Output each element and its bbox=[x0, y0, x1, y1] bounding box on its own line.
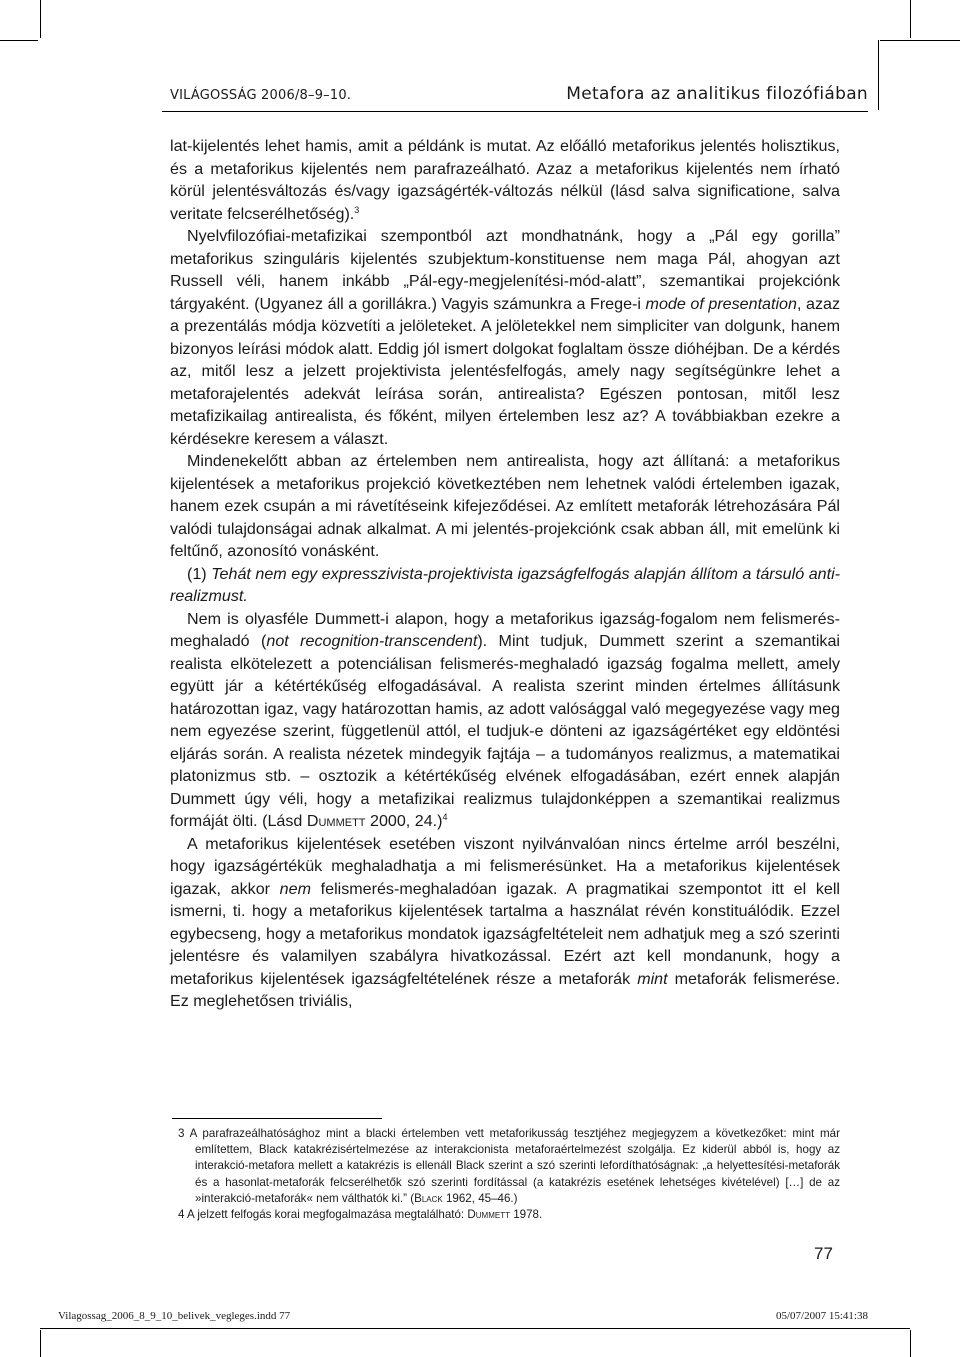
crop-mark bbox=[40, 1330, 41, 1357]
crop-mark bbox=[910, 0, 911, 38]
footnote-text: 1978. bbox=[509, 1208, 543, 1222]
footnote-text: A jelzett felfogás korai megfogalmazása megtalálható: bbox=[184, 1208, 468, 1222]
page-number: 77 bbox=[814, 1244, 833, 1263]
crop-mark bbox=[0, 40, 38, 41]
paragraph-text: ). Mint tudjuk, Dummett szerint a szemantikai realista elkötelezett a potenciálisan felismerés-meghaladó igazság fogalma mellett, amely együtt jár a kétértékűség elfogadásával. A realista szerint minden értelmes állításunk határozottan igaz, vagy határozottan hamis, az adott valósággal való megegyezése vagy meg nem egyezése szerint, függetlenül attól, el tudjuk-e dönteni az igazságértéket egy eldöntési eljárás során. A realista nézetek mindegyik fajtája – a tudományos realizmus, a matematikai platonizmus stb. – osztozik a kétértékűség elvének elfogadásában, ezért ennek alapján Dummett úgy véli, hogy a metafizikai realizmus tulajdonképpen a szemantikai realizmus formáját ölti. (Lásd bbox=[170, 632, 840, 830]
paragraph-text: Nem is olyasféle Dummett-i alapon, hogy a metaforikus igazság-fogalom nem felismerés-meghaladó ( bbox=[170, 609, 840, 650]
paragraph bbox=[170, 225, 840, 450]
emphasis-text: mint bbox=[637, 969, 668, 988]
footnote-3 bbox=[178, 1126, 840, 1207]
footnote-ref: 3 bbox=[354, 204, 360, 215]
citation-author: Black bbox=[414, 1191, 443, 1205]
slug-datetime: 05/07/2007 15:41:38 bbox=[776, 1310, 868, 1322]
header-rule bbox=[162, 111, 868, 112]
crop-mark bbox=[878, 40, 879, 110]
paragraph bbox=[170, 135, 840, 225]
footnotes bbox=[178, 1126, 840, 1223]
footnote-number: 3 bbox=[178, 1127, 185, 1140]
footnote-number: 4 bbox=[178, 1208, 185, 1222]
paragraph-text: metaforák felismerése. Ez meglehetősen triviális, bbox=[170, 969, 840, 1010]
paragraph bbox=[170, 608, 840, 833]
paragraph-text: , azaz a prezentálás módja közvetíti a jelöleteket. A jelöletekkel nem simpliciter van dolgunk, hanem bizonyos leírási módok alatt. Eddig jól ismert dolgokat foglaltam össze dióhéjban. De a kérdés az, mitől lesz a jelzett projektivista jelentésfelfogás, amely nagy segítségünkre lehet a metaforajelentés adekvát leírása során, antirealista? Egészen pontosan, mitől lesz metafizikailag antirealista, és főként, milyen értelemben lesz az? A továbbiakban ezekre a kérdésekre keresem a választ. bbox=[170, 294, 840, 448]
footnote-ref: 4 bbox=[442, 812, 448, 822]
body-text bbox=[170, 135, 840, 1013]
footnote-text: 1962, 45–46.) bbox=[442, 1191, 518, 1205]
slug-filename: Vilagossag_2006_8_9_10_belivek_vegleges.indd 77 bbox=[58, 1310, 291, 1322]
crop-mark bbox=[40, 0, 41, 38]
paragraph-text: lat-kijelentés lehet hamis, amit a példánk is mutat. Az előálló metaforikus jelentés holisztikus, és a metaforikus kijelentés nem parafrazeálható. Azaz a metaforikus kijelentés nem írható körül jelentésváltozás és/vagy igazságérték-változás nélkül (lásd salva significatione, salva veritate felcserélhetőség). bbox=[170, 137, 840, 223]
thesis-number: (1) bbox=[187, 564, 212, 583]
citation-author: Dummett bbox=[467, 1208, 510, 1222]
emphasis-text: nem bbox=[279, 879, 311, 898]
running-header-title: Metafora az analitikus filozófiában bbox=[566, 84, 868, 104]
footnote-4 bbox=[178, 1207, 840, 1223]
citation-author: Dummett bbox=[306, 812, 366, 830]
paragraph-text: A metaforikus kijelentések esetében viszont nyilvánvalóan nincs értelme arról beszélni, hogy igazságértékük meghaladhatja a mi felismerésünket. Ha a metaforikus kijelentések igazak, akkor bbox=[170, 834, 840, 898]
paragraph-text: 2000, 24.) bbox=[365, 812, 443, 830]
footnote-text: A parafrazeálhatósághoz mint a blacki értelemben vett metaforikusság tesztjéhez megjegyzem a következőket: mint már említettem, Black katakrézisértelmezése az interakcionista metaforaértelmezést szolgálja. Ez kiderül abból is, hogy az interakció-metafora mellett a katakrézis is ellenáll Black szerint a szó szerinti lefordíthatóságnak: „a helyettesítési-metaforák és a hasonlat-metaforák felcserélhetők szó szerinti fordítással (a katakrézis esetének lehetséges kivételével) […] de az »interakció-metaforák« nem válthatók ki.” ( bbox=[184, 1127, 840, 1205]
crop-mark bbox=[880, 40, 960, 41]
emphasis-text: mode of presentation bbox=[645, 294, 797, 313]
crop-mark bbox=[910, 1330, 911, 1357]
emphasis-text: not recognition-transcendent bbox=[266, 632, 478, 650]
thesis-text: Tehát nem egy expresszivista-projektivista igazságfelfogás alapján állítom a társuló anti-realizmust. bbox=[170, 564, 840, 605]
paragraph-text: felismerés-meghaladóan igazak. A pragmatikai szempontot itt el kell ismerni, ti. hogy a metaforikus kijelentések tartalma a használat révén konstituálódik. Ezzel egybecseng, hogy a metaforikus mondatok igazságfeltételeit nem adhatjuk meg a szó szerinti jelentésre és valamilyen szabályra hivatkozással. Ezért azt kell mondanunk, hogy a metaforikus kijelentések igazságfeltételének része a metaforák bbox=[170, 879, 840, 988]
paragraph: Mindenekelőtt abban az értelemben nem antirealista, hogy azt állítaná: a metaforikus kijelentések a metaforikus projekció következtében nem lehetnek valódi értelemben igazak, hanem ezek csupán a mi rávetítéseink kifejeződései. Az említett metaforák létrehozására Pál valódi tulajdonságai adnak alkalmat. A mi jelentés-projekciónk csak abban áll, mit emelünk ki feltűnő, azonosító vonásként. bbox=[170, 452, 840, 560]
footnote-rule bbox=[172, 1118, 382, 1119]
thesis-paragraph bbox=[170, 563, 840, 608]
paragraph-text: Nyelvfilozófiai-metafizikai szempontból azt mondhatnánk, hogy a „Pál egy gorilla” metaforikus szinguláris kijelentés szubjektum-konstituense nem maga Pál, ahogyan azt Russell véli, hanem inkább „Pál-egy-megjelenítési-mód-alatt”, szemantikai projekciónk tárgyaként. (Ugyanez áll a gorillákra.) Vagyis számunkra a Frege-i bbox=[170, 227, 840, 313]
paragraph bbox=[170, 833, 840, 1013]
slug-rule bbox=[40, 1328, 910, 1329]
running-header-journal: VILÁGOSSÁG 2006/8–9–10. bbox=[170, 88, 352, 103]
